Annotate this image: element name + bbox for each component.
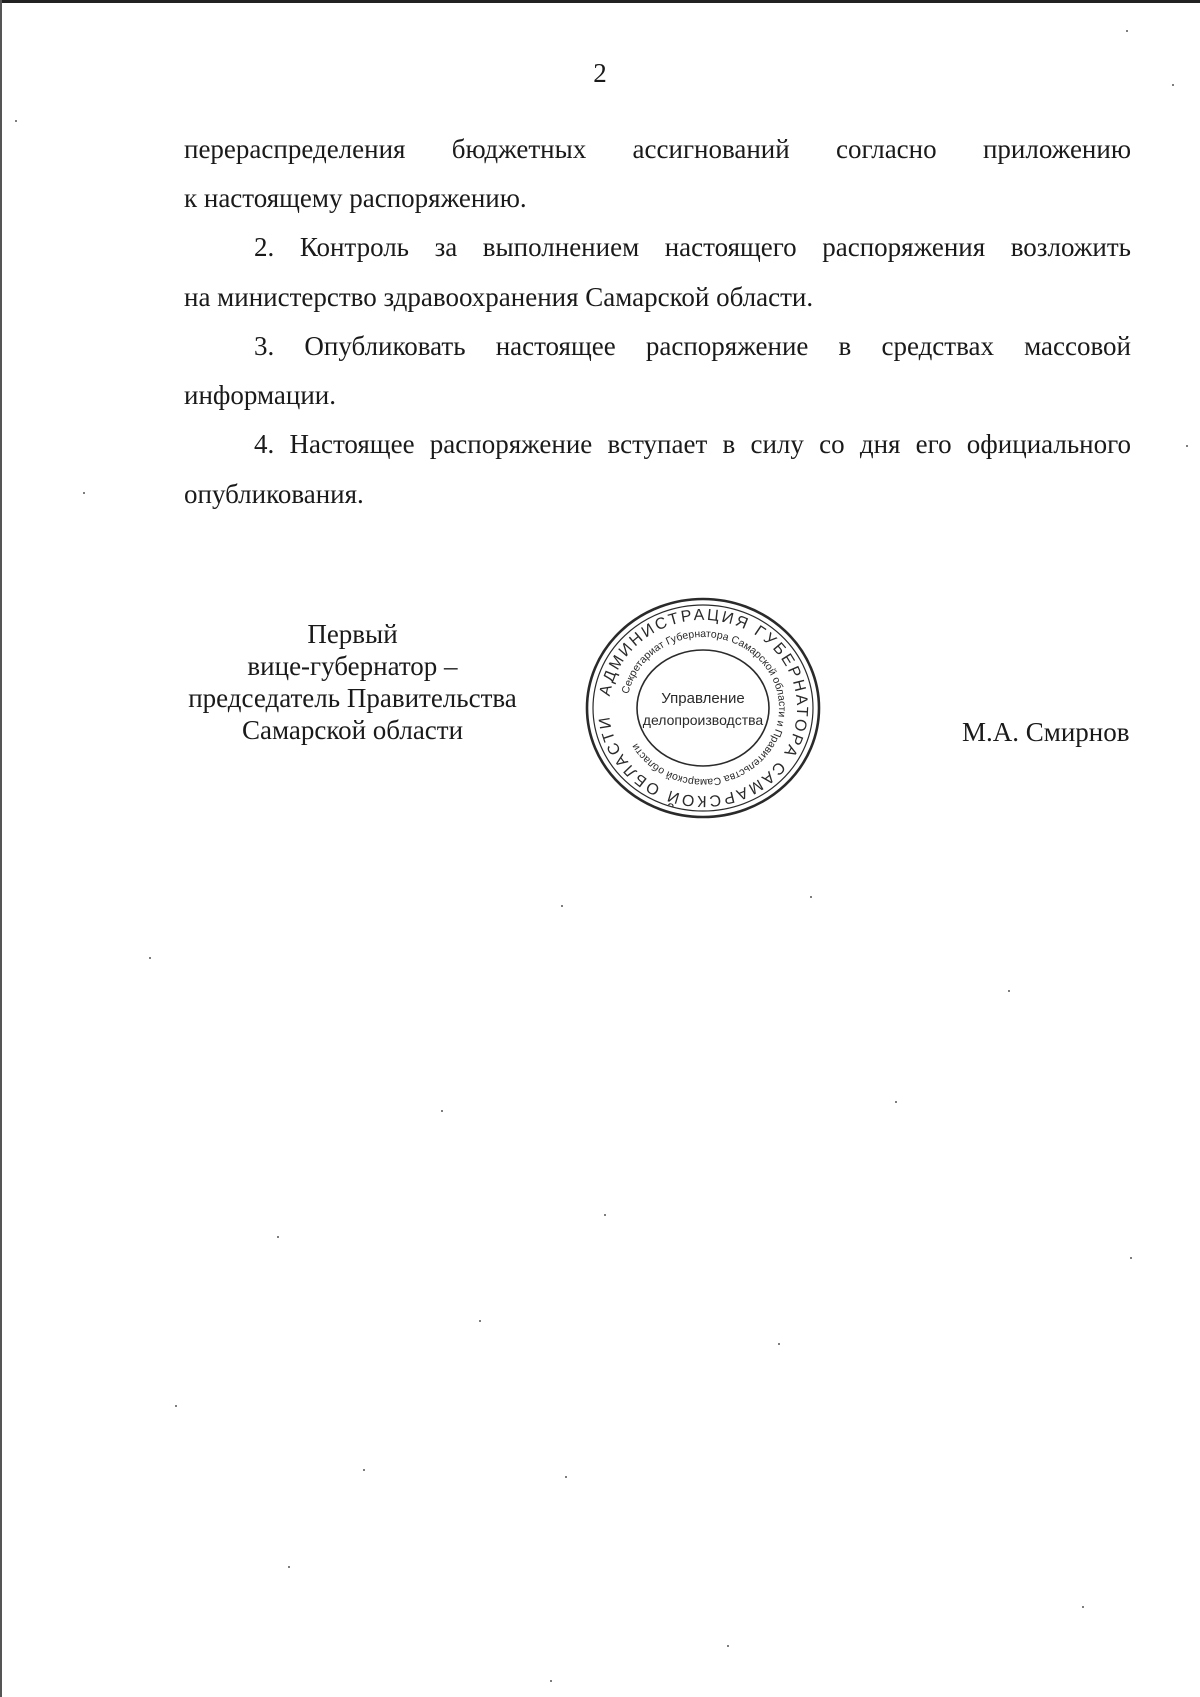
official-stamp [583,594,823,822]
page-top-edge [0,0,1200,3]
position-line: председатель Правительства [188,683,517,713]
paragraph-4-line-1: 4. Настоящее распоряжение вступает в силу со дня его официального [254,429,1131,459]
stamp-inner-text: Секретариат Губернатора Самарской области и Правительства Самарской области [619,627,789,789]
stamp-outer-text: АДМИНИСТРАЦИЯ ГУБЕРНАТОРА САМАРСКОЙ ОБЛАСТИ [596,606,811,810]
position-line: Самарской области [241,715,464,745]
page-number: 2 [593,58,607,88]
page-left-edge [0,0,2,1697]
position-line: Первый [307,619,398,649]
paragraph-1-line-2: к настоящему распоряжению. [184,183,527,213]
paragraph-1-line-1: перераспределения бюджетных ассигнований согласно приложению [184,134,1131,164]
signature-position [170,618,535,746]
stamp-center-line-1: Управление [661,690,745,707]
paragraph-3-line-2: информации. [184,380,336,410]
paragraph-2-line-2: на министерство здравоохранения Самарской области. [184,282,814,312]
position-line: вице-губернатор – [247,651,458,681]
paragraph-2-line-1: 2. Контроль за выполнением настоящего распоряжения возложить [254,232,1131,262]
paragraph-3-line-1: 3. Опубликовать настоящее распоряжение в средствах массовой [254,331,1131,361]
stamp-center-line-2: делопроизводства [642,712,764,728]
paragraph-4-line-2: опубликования. [184,479,364,509]
signatory-name: М.А. Смирнов [962,717,1130,747]
